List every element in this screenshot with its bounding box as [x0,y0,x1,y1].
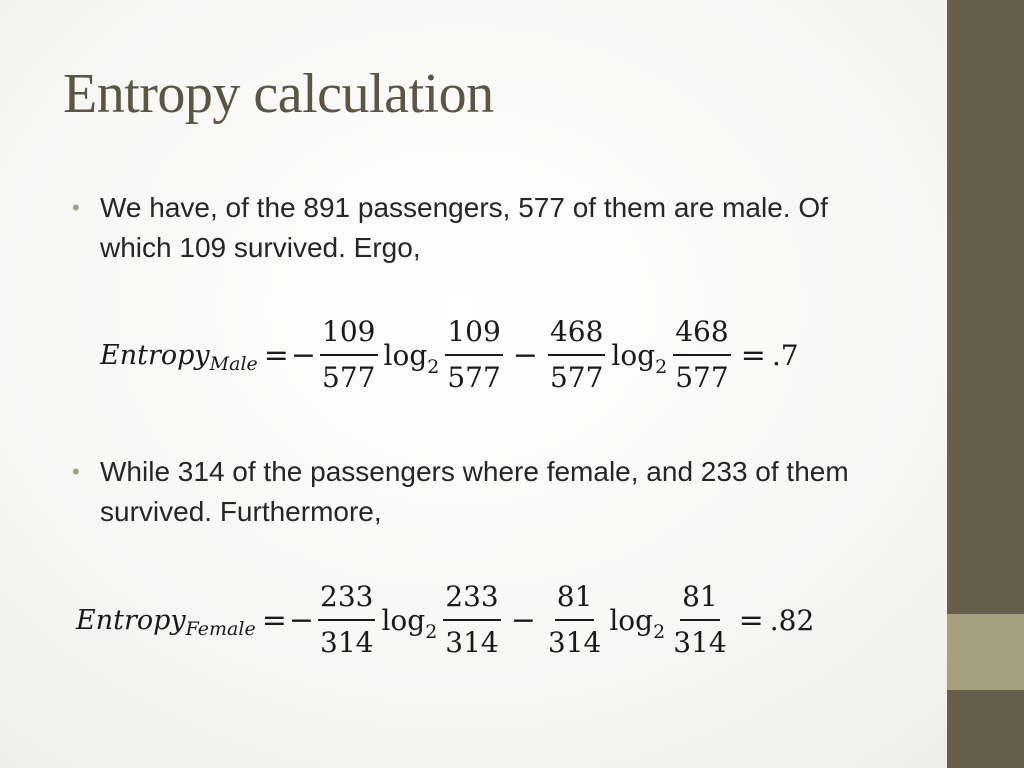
entropy-label: Entropy [76,604,186,636]
fraction [546,581,603,659]
log-function [611,338,668,378]
denominator: 577 [322,361,376,394]
fraction [548,316,605,394]
log-text: log [381,603,426,637]
numerator: 233 [318,581,375,621]
log-text: log [611,338,656,372]
log-text: log [609,603,654,637]
log-base: 2 [653,620,666,643]
equals-sign: = [738,602,764,638]
log-text: log [383,338,428,372]
denominator: 577 [675,361,729,394]
result-value: .82 [769,603,815,637]
log-function [609,603,666,643]
log-base: 2 [425,620,438,643]
bullet-male [72,188,882,268]
fraction [445,316,502,394]
numerator: 109 [320,316,377,356]
entropy-label: Entropy [100,339,210,371]
fraction [443,581,500,659]
denominator: 577 [447,361,501,394]
numerator: 81 [555,581,595,621]
numerator: 468 [548,316,605,356]
bullet-female [72,452,882,532]
equals-sign: = [263,337,289,373]
log-function [381,603,438,643]
equals-sign: = [261,602,287,638]
denominator: 314 [547,626,602,659]
log-function [383,338,440,378]
bullet-dot-icon: • [72,195,80,220]
numerator: 233 [443,581,500,621]
denominator: 314 [445,626,499,659]
result-value: .7 [771,338,799,372]
fraction [320,316,377,394]
equation-male [100,316,799,394]
minus-sign: − [512,337,538,373]
equation-female [76,581,814,659]
numerator: 468 [673,316,730,356]
entropy-subscript: Male [209,353,258,375]
bullet-text: We have, of the 891 passengers, 577 of them are male. Of which 109 survived. Ergo, [100,192,828,263]
minus-sign: − [510,602,536,638]
right-bar-accent-block [947,614,1024,690]
entropy-subscript: Female [185,618,256,640]
numerator: 81 [680,581,720,621]
bullet-text: While 314 of the passengers where female, and 233 of them survived. Furthermore, [100,456,849,527]
fraction [673,316,730,394]
denominator: 314 [320,626,374,659]
fraction [671,581,728,659]
minus-sign: − [290,337,317,373]
log-base: 2 [655,355,668,378]
minus-sign: − [288,602,314,638]
log-base: 2 [427,355,440,378]
bullet-dot-icon: • [72,459,80,484]
fraction [318,581,375,659]
equals-sign: = [740,337,766,373]
numerator: 109 [445,316,502,356]
denominator: 314 [673,626,727,659]
slide-title: Entropy calculation [63,63,494,125]
denominator: 577 [549,361,604,394]
